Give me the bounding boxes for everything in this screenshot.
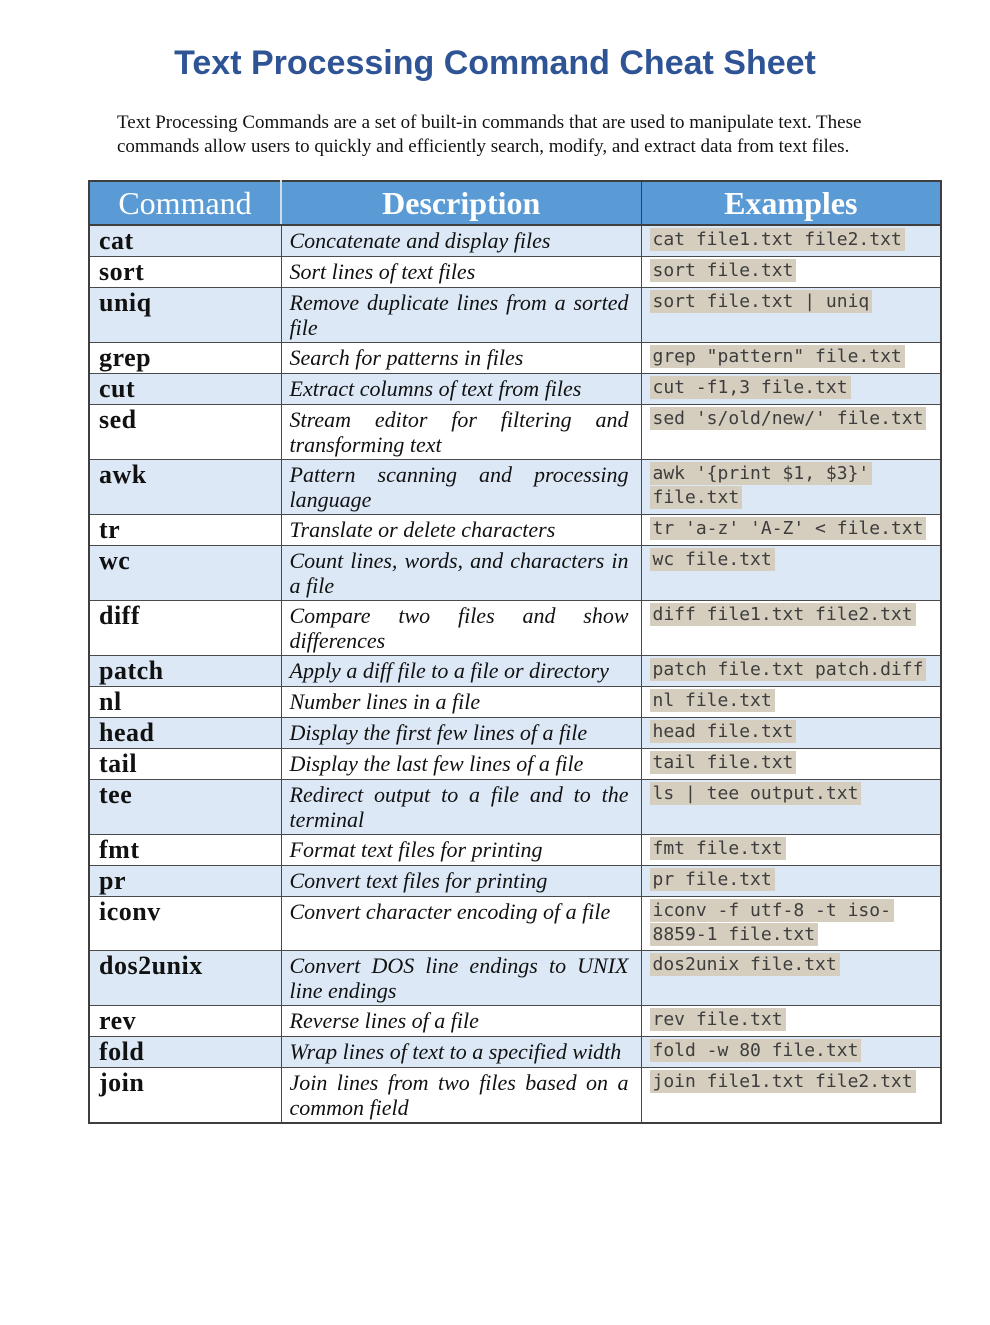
- command-cell: cut: [89, 374, 281, 405]
- command-cell: fold: [89, 1037, 281, 1068]
- table-row: [89, 718, 941, 749]
- example-cell: [641, 656, 941, 687]
- intro-paragraph: Text Processing Commands are a set of built-in commands that are used to manipulate text. These commands allow users to quickly and efficiently search, modify, and extract data from text files.: [117, 112, 862, 157]
- example-code: sort file.txt: [650, 259, 797, 282]
- table-row: [89, 687, 941, 718]
- example-cell: [641, 718, 941, 749]
- command-cell: cat: [89, 225, 281, 257]
- description-cell: Search for patterns in files: [281, 343, 641, 374]
- command-cell: sort: [89, 257, 281, 288]
- command-table-header: [89, 181, 941, 225]
- document-page: [0, 44, 990, 1124]
- example-cell: [641, 951, 941, 1006]
- example-code: diff file1.txt file2.txt: [650, 603, 916, 626]
- table-row: [89, 374, 941, 405]
- example-cell: [641, 866, 941, 897]
- example-cell: [641, 897, 941, 951]
- description-cell: Reverse lines of a file: [281, 1006, 641, 1037]
- example-cell: [641, 1006, 941, 1037]
- example-cell: [641, 343, 941, 374]
- example-code: join file1.txt file2.txt: [650, 1070, 916, 1093]
- command-cell: awk: [89, 460, 281, 515]
- example-cell: [641, 515, 941, 546]
- example-code: cut -f1,3 file.txt: [650, 376, 851, 399]
- example-cell: [641, 405, 941, 460]
- column-header-command: Command: [89, 181, 281, 225]
- command-cell: join: [89, 1068, 281, 1124]
- example-cell: [641, 257, 941, 288]
- table-row: [89, 951, 941, 1006]
- description-cell: Extract columns of text from files: [281, 374, 641, 405]
- description-cell: Wrap lines of text to a specified width: [281, 1037, 641, 1068]
- table-row: [89, 546, 941, 601]
- command-cell: nl: [89, 687, 281, 718]
- example-code: awk '{print $1, $3}' file.txt: [650, 462, 873, 509]
- example-code: fold -w 80 file.txt: [650, 1039, 862, 1062]
- command-cell: diff: [89, 601, 281, 656]
- example-code: cat file1.txt file2.txt: [650, 228, 905, 251]
- example-cell: [641, 374, 941, 405]
- table-row: [89, 405, 941, 460]
- example-code: wc file.txt: [650, 548, 775, 571]
- description-cell: Compare two files and show differences: [281, 601, 641, 656]
- example-cell: [641, 225, 941, 257]
- description-cell: Pattern scanning and processing language: [281, 460, 641, 515]
- command-cell: fmt: [89, 835, 281, 866]
- example-code: nl file.txt: [650, 689, 775, 712]
- description-cell: Sort lines of text files: [281, 257, 641, 288]
- example-code: tail file.txt: [650, 751, 797, 774]
- example-code: sed 's/old/new/' file.txt: [650, 407, 927, 430]
- command-table: [88, 180, 942, 1124]
- example-code: dos2unix file.txt: [650, 953, 840, 976]
- command-cell: grep: [89, 343, 281, 374]
- command-cell: tr: [89, 515, 281, 546]
- example-code: fmt file.txt: [650, 837, 786, 860]
- example-code: grep "pattern" file.txt: [650, 345, 905, 368]
- table-row: [89, 835, 941, 866]
- table-row: [89, 225, 941, 257]
- description-cell: Stream editor for filtering and transforming text: [281, 405, 641, 460]
- example-code: rev file.txt: [650, 1008, 786, 1031]
- description-cell: Join lines from two files based on a common field: [281, 1068, 641, 1124]
- example-code: ls | tee output.txt: [650, 782, 862, 805]
- description-cell: Number lines in a file: [281, 687, 641, 718]
- description-cell: Apply a diff file to a file or directory: [281, 656, 641, 687]
- example-cell: [641, 601, 941, 656]
- column-header-description: Description: [281, 181, 641, 225]
- table-row: [89, 897, 941, 951]
- description-cell: Convert text files for printing: [281, 866, 641, 897]
- command-cell: head: [89, 718, 281, 749]
- table-row: [89, 460, 941, 515]
- header-row: [89, 181, 941, 225]
- table-row: [89, 288, 941, 343]
- table-row: [89, 343, 941, 374]
- description-cell: Translate or delete characters: [281, 515, 641, 546]
- description-cell: Concatenate and display files: [281, 225, 641, 257]
- table-row: [89, 515, 941, 546]
- example-cell: [641, 1037, 941, 1068]
- description-cell: Display the first few lines of a file: [281, 718, 641, 749]
- command-cell: pr: [89, 866, 281, 897]
- example-code: iconv -f utf-8 -t iso-8859-1 file.txt: [650, 899, 894, 946]
- description-cell: Count lines, words, and characters in a file: [281, 546, 641, 601]
- page-title: Text Processing Command Cheat Sheet: [174, 44, 816, 82]
- example-cell: [641, 1068, 941, 1124]
- example-code: head file.txt: [650, 720, 797, 743]
- description-cell: Convert DOS line endings to UNIX line endings: [281, 951, 641, 1006]
- example-cell: [641, 835, 941, 866]
- example-cell: [641, 288, 941, 343]
- example-code: sort file.txt | uniq: [650, 290, 873, 313]
- command-cell: wc: [89, 546, 281, 601]
- table-row: [89, 780, 941, 835]
- table-row: [89, 656, 941, 687]
- example-cell: [641, 749, 941, 780]
- table-row: [89, 601, 941, 656]
- command-cell: sed: [89, 405, 281, 460]
- example-code: pr file.txt: [650, 868, 775, 891]
- table-row: [89, 1006, 941, 1037]
- command-cell: rev: [89, 1006, 281, 1037]
- command-table-body: [89, 225, 941, 1123]
- description-cell: Remove duplicate lines from a sorted file: [281, 288, 641, 343]
- description-cell: Convert character encoding of a file: [281, 897, 641, 951]
- command-cell: iconv: [89, 897, 281, 951]
- description-cell: Format text files for printing: [281, 835, 641, 866]
- command-cell: uniq: [89, 288, 281, 343]
- command-cell: patch: [89, 656, 281, 687]
- table-row: [89, 749, 941, 780]
- example-cell: [641, 460, 941, 515]
- command-cell: tee: [89, 780, 281, 835]
- example-cell: [641, 687, 941, 718]
- table-row: [89, 1037, 941, 1068]
- example-cell: [641, 546, 941, 601]
- command-cell: tail: [89, 749, 281, 780]
- table-row: [89, 1068, 941, 1124]
- command-cell: dos2unix: [89, 951, 281, 1006]
- example-cell: [641, 780, 941, 835]
- table-row: [89, 257, 941, 288]
- description-cell: Redirect output to a file and to the terminal: [281, 780, 641, 835]
- table-row: [89, 866, 941, 897]
- example-code: patch file.txt patch.diff: [650, 658, 927, 681]
- column-header-examples: Examples: [641, 181, 941, 225]
- description-cell: Display the last few lines of a file: [281, 749, 641, 780]
- example-code: tr 'a-z' 'A-Z' < file.txt: [650, 517, 927, 540]
